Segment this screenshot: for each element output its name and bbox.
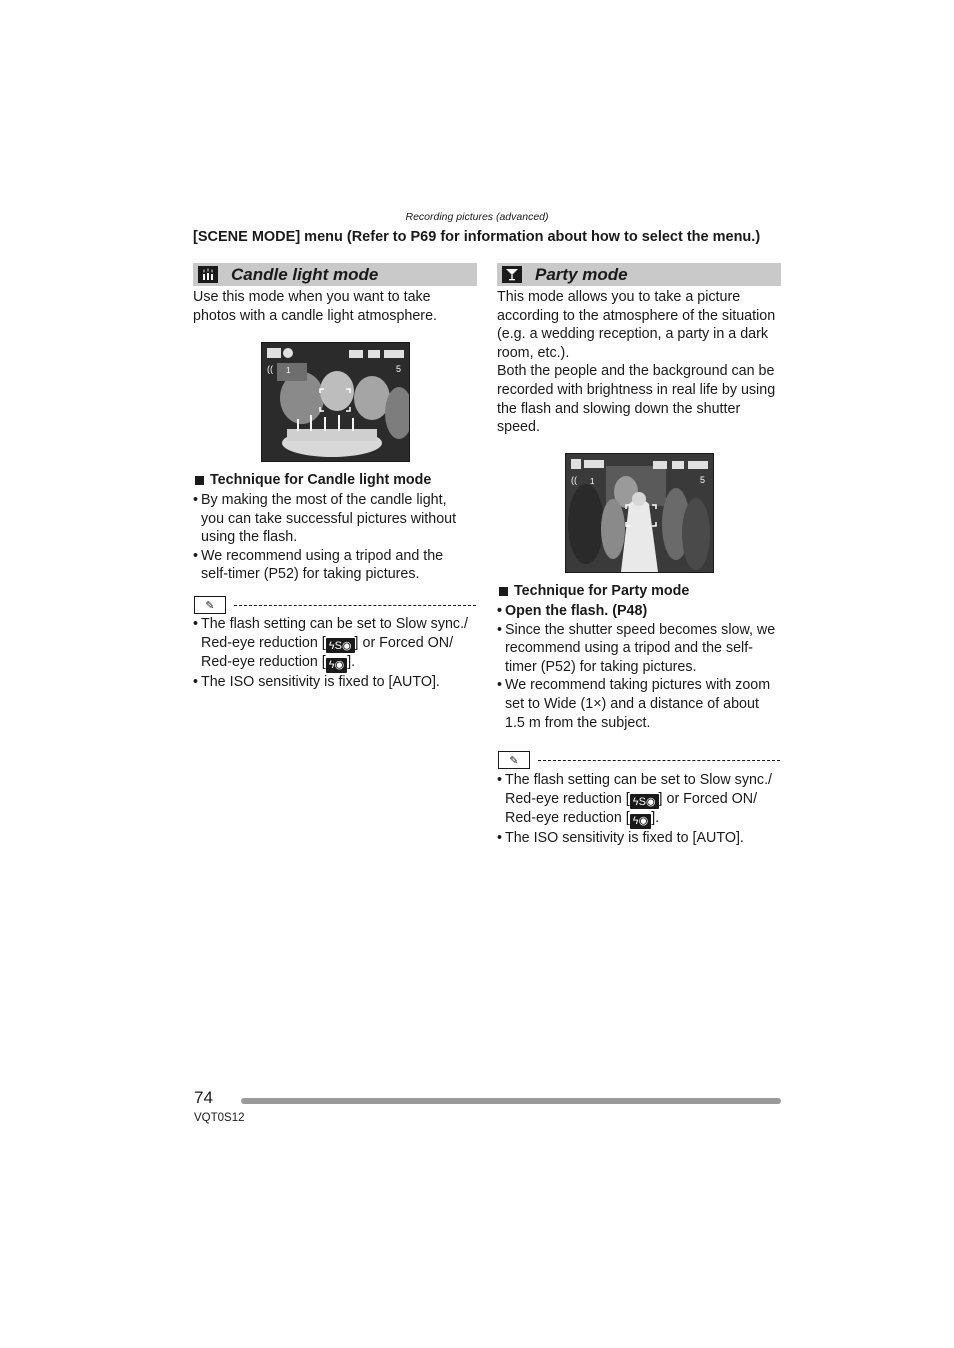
section-running-head: Recording pictures (advanced) (405, 211, 549, 223)
candle-light-sample-photo (261, 342, 410, 462)
party-section-header (497, 263, 781, 286)
note-text: ] or Forced ON/ Red-eye reduction [ (201, 634, 454, 671)
document-code: VQT0S12 (194, 1112, 245, 1124)
candle-technique-title (193, 472, 431, 488)
list-item: • By making the most of the candle light, you can take successful pictures without using the flash. (193, 491, 473, 547)
list-item: • We recommend using a tripod and the self-timer (P52) for taking pictures. (193, 547, 473, 584)
note-divider (194, 596, 476, 614)
slow-sync-red-eye-icon: ϟS◉ (630, 794, 659, 809)
section-title: Candle light mode (231, 264, 379, 284)
square-bullet-icon (499, 587, 508, 596)
footer-rule (241, 1098, 781, 1104)
list-item: • The ISO sensitivity is fixed to [AUTO]. (193, 673, 481, 692)
candle-icon (198, 266, 218, 283)
note-icon: ✎ (194, 596, 226, 614)
section-title: Party mode (535, 264, 628, 284)
list-item (497, 771, 787, 829)
party-technique-list (497, 602, 781, 732)
page-number: 74 (194, 1088, 213, 1107)
party-intro-1: This mode allows you to take a picture according to the atmosphere of the situation (e.g. a wedding reception, a party in a dark room, etc.). (497, 289, 776, 361)
party-intro-2: Both the people and the background can be recorded with brightness in real life by using the flash and slowing down the shutter speed. (497, 363, 776, 436)
note-text: ]. (651, 810, 660, 827)
party-technique-title (497, 583, 689, 599)
candle-notes-list (193, 615, 481, 692)
svg-text:((: (( (267, 364, 273, 374)
note-text: The flash setting can be set to Slow sync./ Red-eye reduction [ (201, 616, 469, 651)
square-bullet-icon (195, 476, 204, 485)
slow-sync-red-eye-icon: ϟS◉ (326, 638, 355, 653)
list-item: • Since the shutter speed becomes slow, we recommend using a tripod and the self-timer (P52) for taking pictures. (497, 621, 781, 677)
dashed-divider (538, 760, 780, 761)
note-text: The flash setting can be set to Slow sync./ Red-eye reduction [ (505, 772, 773, 807)
party-notes-list (497, 771, 787, 848)
note-text: ]. (347, 654, 356, 671)
dashed-divider (234, 605, 476, 606)
candle-intro: Use this mode when you want to take photos with a candle light atmosphere. (193, 289, 437, 324)
list-item: • Open the flash. (P48) (497, 602, 781, 621)
forced-on-red-eye-icon: ϟ◉ (326, 658, 347, 673)
shots-remaining: 5 (396, 364, 402, 374)
party-sample-photo (565, 453, 714, 573)
list-item (193, 615, 481, 673)
cocktail-glass-icon (502, 266, 522, 283)
candle-light-section-header (193, 263, 477, 286)
stabilizer-mode: 1 (286, 366, 291, 375)
list-item: • We recommend taking pictures with zoom set to Wide (1×) and a distance of about 1.5 m from the subject. (497, 676, 781, 732)
list-item: • The ISO sensitivity is fixed to [AUTO]. (497, 829, 787, 848)
menu-instruction: [SCENE MODE] menu (Refer to P69 for information about how to select the menu.) (193, 229, 761, 245)
svg-text:((: (( (571, 475, 577, 485)
note-icon: ✎ (498, 751, 530, 769)
stabilizer-mode: 1 (590, 477, 595, 486)
candle-technique-list (193, 491, 473, 584)
forced-on-red-eye-icon: ϟ◉ (630, 814, 651, 829)
party-intro (497, 288, 781, 437)
technique-title-text: Technique for Candle light mode (210, 472, 432, 488)
shots-remaining: 5 (700, 475, 706, 485)
technique-title-text: Technique for Party mode (514, 583, 690, 599)
note-text: ] or Forced ON/ Red-eye reduction [ (505, 790, 758, 827)
note-divider (498, 751, 780, 769)
